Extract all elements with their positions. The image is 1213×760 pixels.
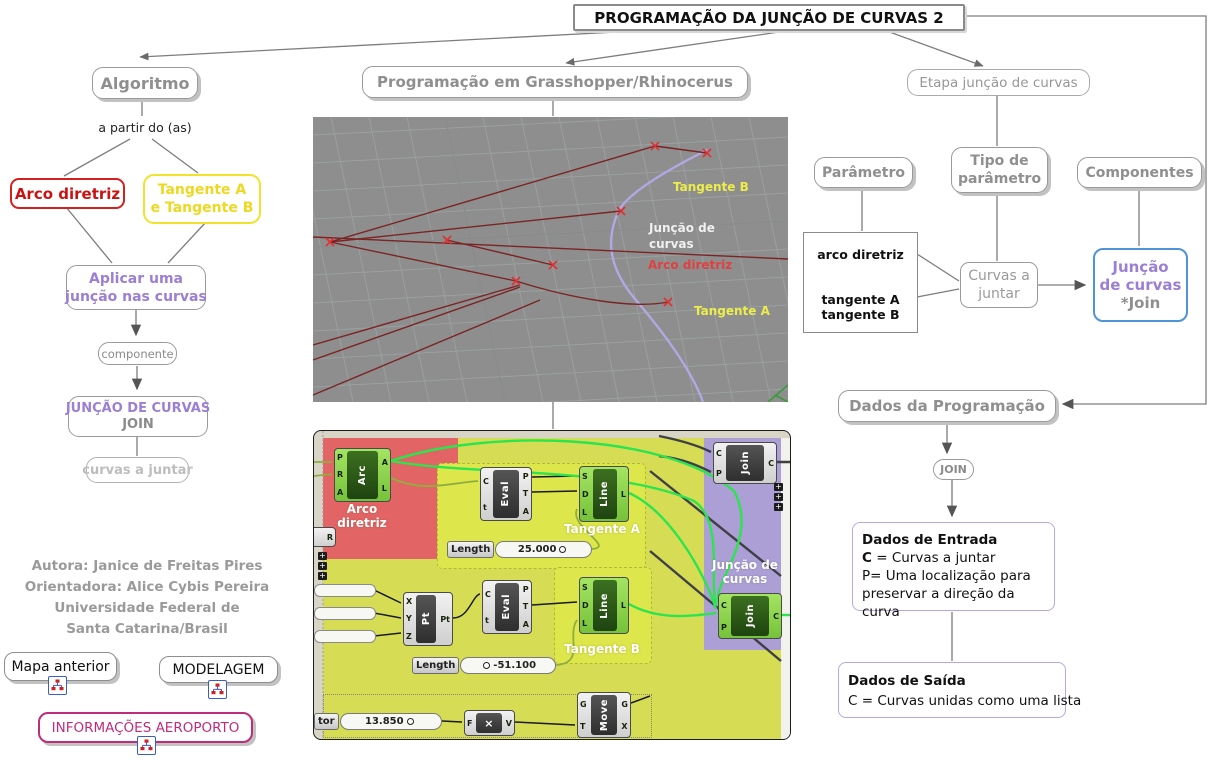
- node-componentes-label: Componentes: [1085, 164, 1194, 181]
- gh-slider-factor-value: 13.850: [365, 716, 404, 727]
- gh-zoom-button-2b: +: [775, 492, 782, 501]
- gh-slider-length-51: Length -51.100: [412, 657, 556, 674]
- dados-entrada-title: Dados de Entrada: [862, 532, 998, 548]
- dados-entrada-line1-c: C: [862, 550, 872, 566]
- gh-zoom-button-1a: +: [319, 551, 326, 560]
- credits-line1: Autora: Janice de Freitas Pires: [31, 558, 263, 574]
- node-componente[interactable]: [98, 342, 177, 365]
- node-dados-entrada[interactable]: [852, 522, 1055, 620]
- gh-component-line-2: S D L Line L: [579, 577, 629, 634]
- mapa-anterior-link-icon[interactable]: [48, 676, 67, 695]
- gh-component-join-2: C P Join C: [718, 593, 782, 639]
- viewport-label-tangente-b: Tangente B: [673, 180, 749, 194]
- dados-entrada-line2: P= Uma localização para: [862, 568, 1031, 584]
- gh-component-r-partial: R: [313, 527, 336, 547]
- gh-component-join-1: C P Join C: [713, 442, 777, 484]
- node-programacao-label: Programação em Grasshopper/Rhinocerus: [377, 73, 733, 91]
- dados-entrada-line1-rest: = Curvas a juntar: [871, 550, 996, 566]
- gh-mini-slider-y: [314, 607, 376, 620]
- map-title[interactable]: [573, 4, 965, 31]
- node-etapa-label: Etapa junção de curvas: [919, 74, 1078, 91]
- dados-entrada-line1: [862, 549, 995, 567]
- gh-mini-slider-z: [314, 630, 376, 643]
- blue-node-line2: de curvas: [1099, 276, 1182, 294]
- credits-line2: Orientadora: Alice Cybis Pereira: [24, 579, 270, 595]
- node-parametro[interactable]: [814, 157, 913, 188]
- credits-block: [18, 556, 276, 640]
- node-tipo-de-parametro[interactable]: [951, 147, 1048, 193]
- mapa-anterior-label: Mapa anterior: [11, 658, 110, 675]
- node-join-pill[interactable]: [933, 459, 974, 480]
- node-programacao-grasshopper[interactable]: [362, 66, 748, 98]
- node-dados-programacao[interactable]: [838, 390, 1056, 422]
- gh-slider-factor: tor 13.850: [314, 713, 442, 730]
- viewport-label-tangente-a: Tangente A: [694, 304, 770, 318]
- param-item-tangente-b: tangente B: [821, 307, 900, 322]
- node-arco-diretriz-label: Arco diretriz: [14, 184, 121, 203]
- grasshopper-canvas-image: [313, 430, 791, 740]
- gh-label-tangente-a: Tangente A: [564, 522, 640, 536]
- informacoes-aeroporto-label: INFORMAÇÕES AEROPORTO: [51, 719, 240, 736]
- node-dados-programacao-label: Dados da Programação: [849, 397, 1045, 415]
- modelagem-link-icon[interactable]: [208, 680, 227, 699]
- gh-component-pt: X Y Z Pt Pt: [403, 592, 453, 646]
- gh-zoom-button-1b: +: [319, 561, 326, 570]
- gh-zoom-button-2a: +: [775, 482, 782, 491]
- gh-slider-25-value: 25.000: [517, 544, 557, 555]
- node-componente-label: componente: [101, 346, 174, 361]
- node-tipo-line2: parâmetro: [957, 171, 1042, 187]
- link-a-partir[interactable]: [93, 120, 197, 135]
- gh-label-arco-diretriz: Arco diretriz: [337, 502, 387, 530]
- node-etapa-juncao[interactable]: [907, 69, 1090, 96]
- node-parametro-label: Parâmetro: [822, 164, 905, 181]
- node-curvas-a-juntar-left[interactable]: [82, 457, 193, 483]
- node-juncao-line2: JOIN: [122, 416, 154, 432]
- informacoes-link-icon[interactable]: [137, 736, 156, 755]
- node-juncao-line1: JUNÇÃO DE CURVAS: [65, 400, 211, 416]
- node-curvas-juntar-label: curvas a juntar: [82, 462, 193, 478]
- credits-line4: Santa Catarina/Brasil: [66, 621, 228, 637]
- node-algoritmo[interactable]: [92, 67, 198, 99]
- viewport-label-juncao-line2: curvas: [649, 237, 694, 251]
- dados-saida-title: Dados de Saída: [848, 673, 966, 689]
- param-item-tangente-a: tangente A: [821, 292, 900, 307]
- node-curvas-right-line1: Curvas a: [968, 268, 1030, 284]
- link-a-partir-text: a partir do (as): [98, 120, 192, 135]
- node-juncao-de-curvas-join-blue[interactable]: [1093, 248, 1188, 322]
- gh-component-line-1: S D L Line L: [579, 466, 629, 522]
- modelagem-button[interactable]: [159, 656, 278, 683]
- node-tangente-line2: e Tangente B: [150, 200, 254, 216]
- sitemap-icon: [138, 737, 155, 754]
- dados-entrada-line3: preservar a direção da curva: [862, 586, 1015, 620]
- node-tangente-ab[interactable]: [143, 174, 261, 224]
- node-aplicar-line2: junção nas curvas: [65, 288, 207, 305]
- dados-saida-line1: C = Curvas unidas como uma lista: [848, 693, 1082, 709]
- node-arco-diretriz[interactable]: [10, 178, 125, 209]
- node-tipo-line1: Tipo de: [970, 153, 1029, 169]
- gh-component-eval-1: C t Eval P T A: [480, 467, 532, 521]
- modelagem-label: MODELAGEM: [172, 661, 265, 678]
- sitemap-icon: [209, 681, 226, 698]
- node-aplicar-line1: Aplicar uma: [89, 270, 183, 287]
- node-parametros-box[interactable]: [803, 232, 918, 333]
- param-item-tangentes: [821, 292, 899, 322]
- node-curvas-right-line2: juntar: [978, 286, 1020, 302]
- node-join-pill-label: JOIN: [940, 463, 967, 476]
- credits-line3: Universidade Federal de: [54, 600, 240, 616]
- gh-label-juncao-de-curvas: Junção de curvas: [712, 558, 778, 586]
- node-aplicar-juncao[interactable]: [66, 265, 206, 310]
- node-curvas-a-juntar-right[interactable]: [960, 262, 1038, 308]
- gh-slider-51-value: -51.100: [493, 660, 537, 671]
- gh-component-multiply: F × V: [464, 710, 515, 736]
- gh-label-tangente-b: Tangente B: [564, 642, 640, 656]
- gh-slider-51-knob: [483, 662, 490, 669]
- node-dados-saida[interactable]: [838, 662, 1082, 718]
- node-juncao-de-curvas-join[interactable]: [65, 396, 211, 437]
- gh-mini-slider-x: [314, 584, 376, 597]
- gh-slider-25-knob: [559, 546, 566, 553]
- gh-component-eval-2: C t Eval P T A: [482, 580, 532, 634]
- node-componentes[interactable]: [1077, 157, 1202, 188]
- node-algoritmo-label: Algoritmo: [100, 73, 190, 93]
- blue-node-line3: *Join: [1120, 294, 1161, 312]
- node-tangente-line1: Tangente A: [157, 182, 247, 198]
- gh-component-arc: P R A Arc A L: [334, 448, 391, 502]
- gh-slider-length-25: Length 25.000: [447, 541, 592, 558]
- viewport-label-arco-diretriz: Arco diretriz: [648, 258, 733, 272]
- sitemap-icon: [49, 677, 66, 694]
- gh-slider-factor-knob: [407, 718, 414, 725]
- gh-zoom-button-1c: +: [319, 571, 326, 580]
- viewport-label-juncao-line1: Junção de: [649, 221, 715, 235]
- param-item-arco-diretriz: arco diretriz: [817, 247, 904, 262]
- gh-component-move: G T Move G X: [577, 692, 631, 738]
- map-title-text: PROGRAMAÇÃO DA JUNÇÃO DE CURVAS 2: [594, 8, 944, 27]
- gh-zoom-button-2c: +: [775, 502, 782, 511]
- blue-node-line1: Junção: [1112, 258, 1169, 276]
